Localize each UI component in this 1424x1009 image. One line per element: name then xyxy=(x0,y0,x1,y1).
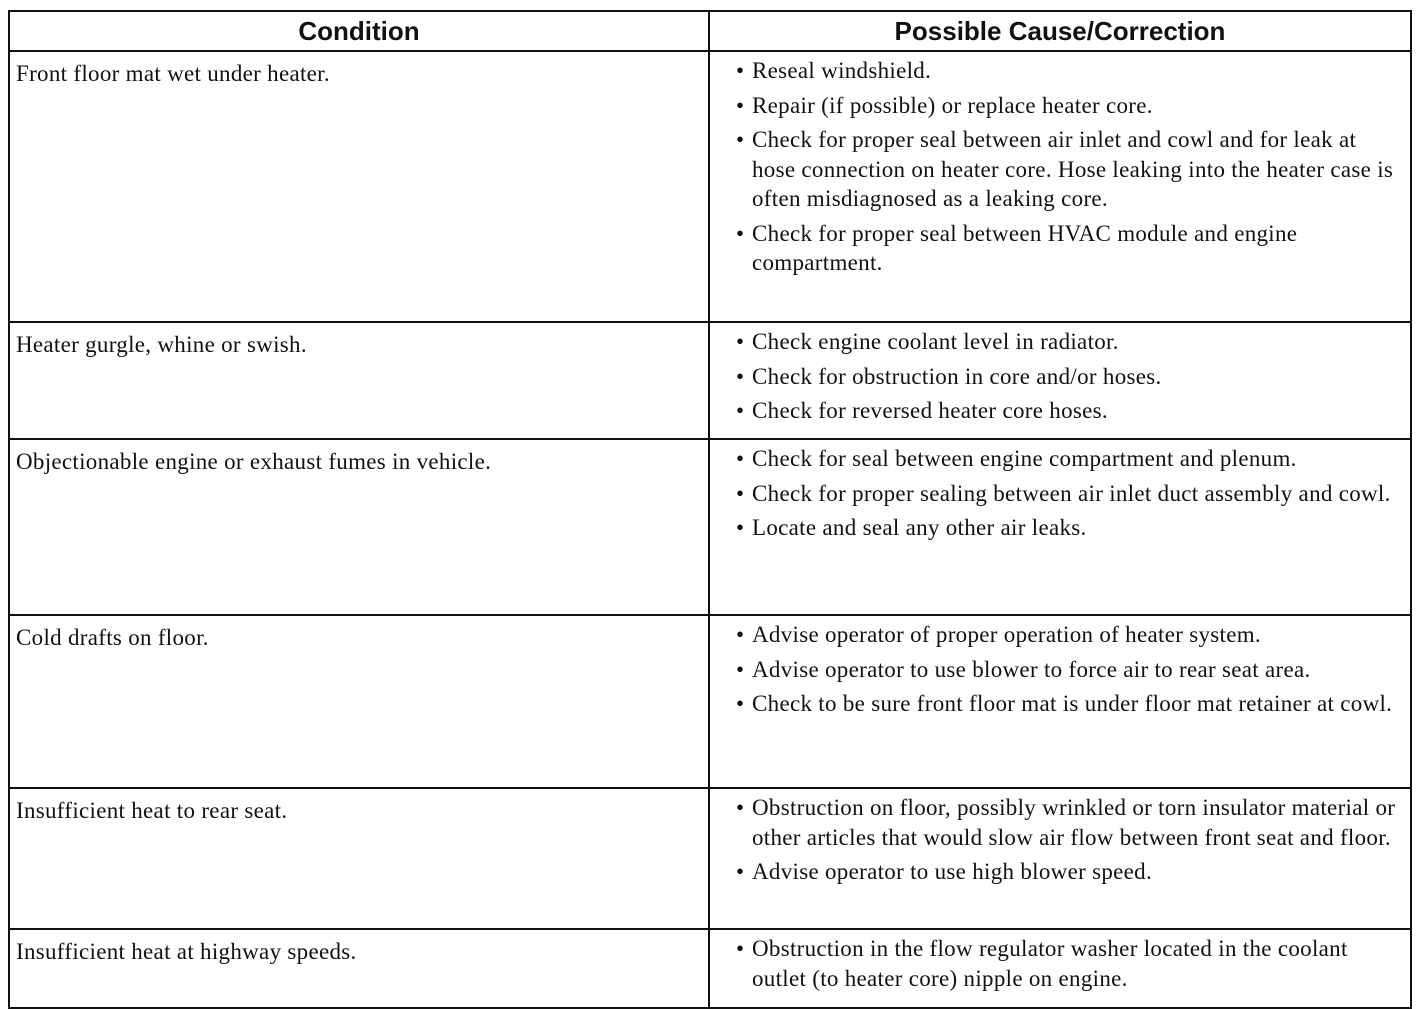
list-item xyxy=(736,125,1400,214)
correction-text: Locate and seal any other air leaks. xyxy=(752,515,1087,540)
list-item xyxy=(736,91,1400,121)
list-item xyxy=(736,689,1400,719)
bullet-icon: • xyxy=(736,515,745,540)
bullet-icon: • xyxy=(736,480,745,506)
bullet-icon: • xyxy=(736,622,745,647)
bullet-icon: • xyxy=(736,220,745,246)
condition-cell: Heater gurgle, whine or swish. xyxy=(9,322,709,439)
list-item xyxy=(736,327,1400,357)
correction-cell xyxy=(709,439,1411,615)
correction-list xyxy=(736,620,1400,719)
bullet-icon: • xyxy=(736,691,745,716)
diagnosis-table xyxy=(8,10,1412,1009)
table-header-row xyxy=(9,11,1411,51)
bullet-icon: • xyxy=(736,329,745,354)
table-row xyxy=(9,615,1411,788)
bullet-icon: • xyxy=(736,127,745,152)
correction-text: Check engine coolant level in radiator. xyxy=(752,329,1119,354)
correction-cell xyxy=(709,788,1411,929)
list-item xyxy=(736,513,1400,543)
condition-cell: Insufficient heat to rear seat. xyxy=(9,788,709,929)
correction-text: Check for proper seal between air inlet and cowl and for leak at hose connection on heater core. Hose leaking into the heater case is often misdiagnosed as a leaking core. xyxy=(752,127,1394,211)
correction-text: Check for seal between engine compartment and plenum. xyxy=(752,446,1297,471)
correction-cell xyxy=(709,51,1411,322)
correction-text: Reseal windshield. xyxy=(752,58,932,83)
correction-text: Advise operator to use high blower speed. xyxy=(752,859,1153,884)
table-row xyxy=(9,439,1411,615)
correction-text: Advise operator to use blower to force air to rear seat area. xyxy=(752,656,1311,682)
condition-cell: Cold drafts on floor. xyxy=(9,615,709,788)
correction-cell xyxy=(709,929,1411,1008)
list-item xyxy=(736,362,1400,392)
bullet-icon: • xyxy=(736,58,745,83)
correction-text: Advise operator of proper operation of heater system. xyxy=(752,622,1261,647)
list-item xyxy=(736,655,1400,685)
list-item xyxy=(736,620,1400,650)
correction-list xyxy=(736,56,1400,278)
bullet-icon: • xyxy=(736,92,745,118)
list-item xyxy=(736,479,1400,509)
list-item xyxy=(736,793,1400,852)
correction-text: Obstruction in the flow regulator washer located in the coolant outlet (to heater core) nipple on engine. xyxy=(752,936,1348,991)
correction-text: Check to be sure front floor mat is under floor mat retainer at cowl. xyxy=(752,691,1393,716)
correction-text: Check for obstruction in core and/or hoses. xyxy=(752,363,1162,389)
condition-cell: Front floor mat wet under heater. xyxy=(9,51,709,322)
correction-list xyxy=(736,327,1400,426)
list-item xyxy=(736,396,1400,426)
correction-list xyxy=(736,444,1400,543)
condition-column-header: Condition xyxy=(9,11,709,51)
correction-list xyxy=(736,793,1400,887)
bullet-icon: • xyxy=(736,446,745,471)
list-item xyxy=(736,219,1400,278)
bullet-icon: • xyxy=(736,363,745,389)
correction-text: Repair (if possible) or replace heater core. xyxy=(752,92,1153,118)
bullet-icon: • xyxy=(736,656,745,682)
correction-text: Check for proper seal between HVAC module and engine compartment. xyxy=(752,220,1298,275)
bullet-icon: • xyxy=(736,859,745,884)
correction-cell xyxy=(709,322,1411,439)
condition-cell: Insufficient heat at highway speeds. xyxy=(9,929,709,1008)
bullet-icon: • xyxy=(736,795,745,820)
condition-cell: Objectionable engine or exhaust fumes in vehicle. xyxy=(9,439,709,615)
list-item xyxy=(736,857,1400,887)
table-row xyxy=(9,788,1411,929)
list-item xyxy=(736,56,1400,86)
document-page xyxy=(8,10,1410,1009)
correction-cell xyxy=(709,615,1411,788)
correction-text: Check for reversed heater core hoses. xyxy=(752,398,1108,423)
correction-text: Check for proper sealing between air inlet duct assembly and cowl. xyxy=(752,480,1391,506)
list-item xyxy=(736,444,1400,474)
table-row xyxy=(9,929,1411,1008)
bullet-icon: • xyxy=(736,398,745,423)
bullet-icon: • xyxy=(736,936,745,961)
correction-column-header: Possible Cause/Correction xyxy=(709,11,1411,51)
table-row xyxy=(9,322,1411,439)
correction-text: Obstruction on floor, possibly wrinkled or torn insulator material or other articles that would slow air flow between front seat and floor. xyxy=(752,795,1396,850)
table-row xyxy=(9,51,1411,322)
